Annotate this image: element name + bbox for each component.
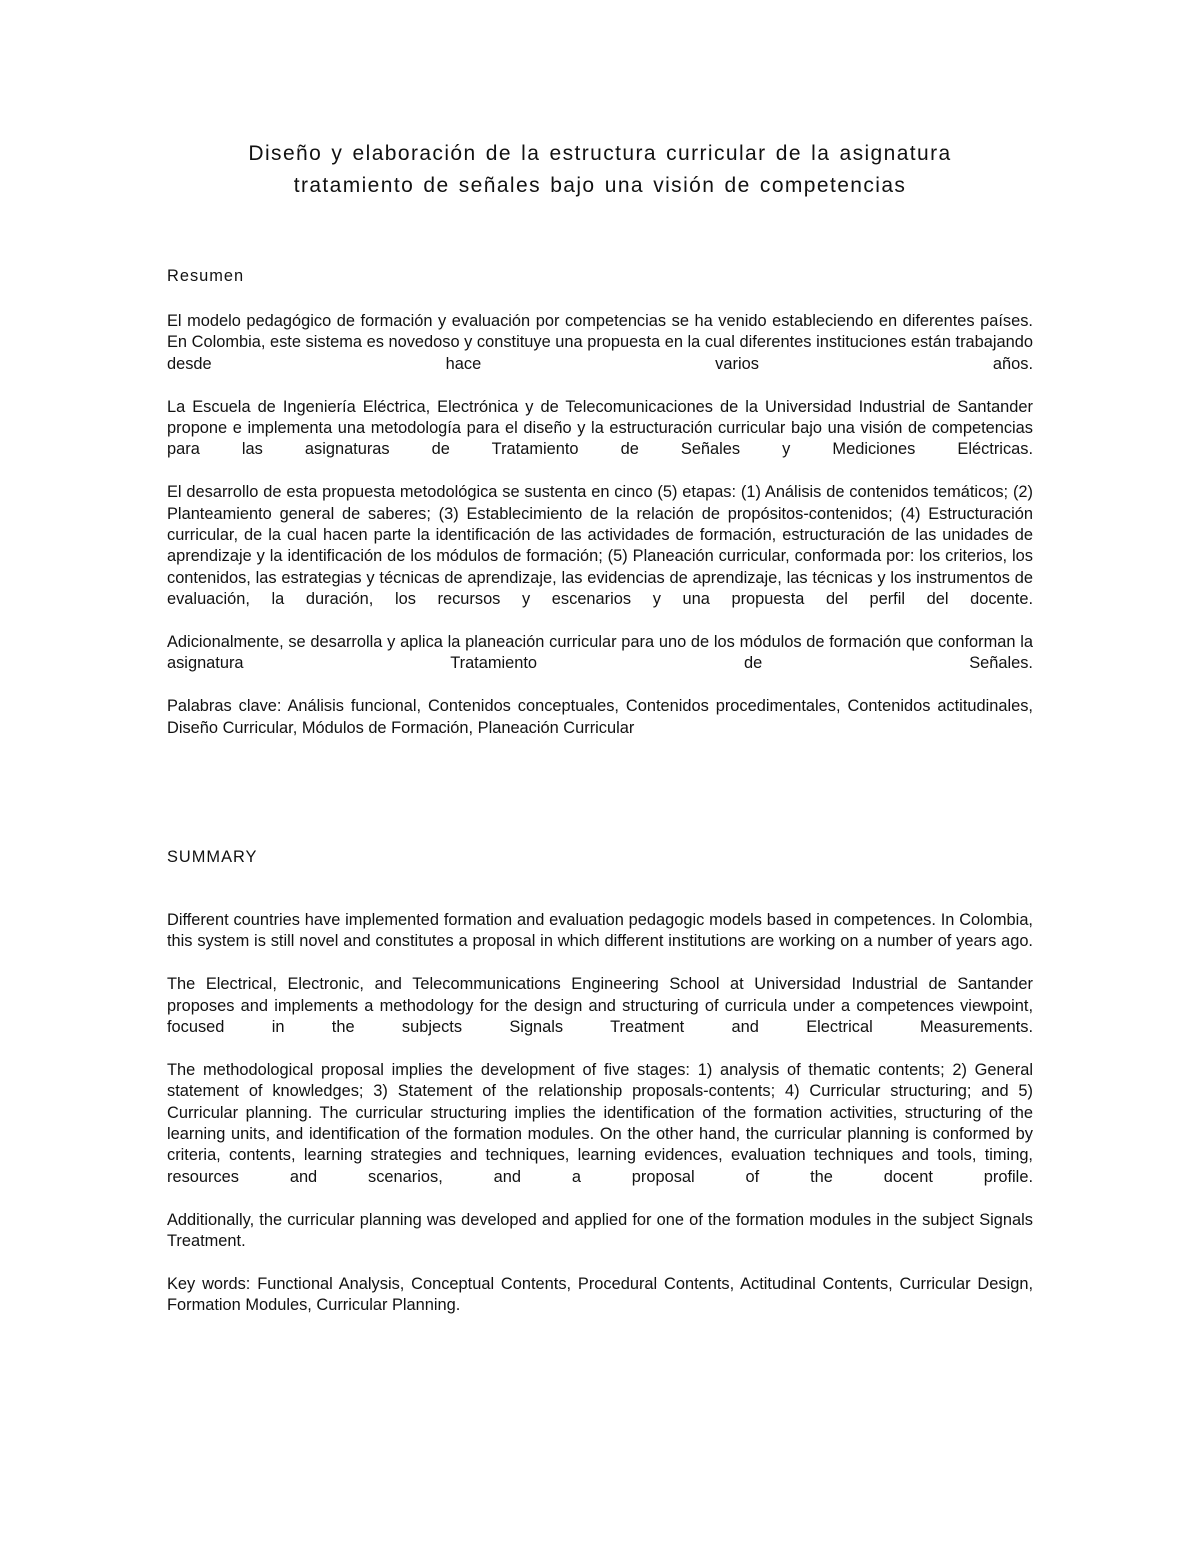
resumen-paragraph-2: La Escuela de Ingeniería Eléctrica, Electrónica y de Telecomunicaciones de la Universidad Industrial de Santander propone e implementa una metodología para el diseño y la estructuración curricular bajo una visión de competencias para las asignaturas de Tratamiento de Señales y Mediciones Eléctricas.: [167, 397, 1033, 459]
summary-heading: SUMMARY: [167, 848, 258, 866]
resumen-heading: Resumen: [167, 267, 245, 285]
summary-paragraph-1: Different countries have implemented formation and evaluation pedagogic models based in competences. In Colombia, this system is still novel and constitutes a proposal in which different institutions are working on a number of years ago.: [167, 911, 1033, 951]
document-title: [150, 138, 1050, 202]
resumen-paragraph-3: El desarrollo de esta propuesta metodológica se sustenta en cinco (5) etapas: (1) Análisis de contenidos temáticos; (2) Planteamiento general de saberes; (3) Establecimiento de la relación de propósitos-contenidos; (4) Estructuración curricular, de la cual hacen parte la identificación de las actividades de formación, estructuración de las unidades de aprendizaje y la identificación de los módulos de formación; (5) Planeación curricular, conformada por: los criterios, los contenidos, las estrategias y técnicas de aprendizaje, las evidencias de aprendizaje, las técnicas y los instrumentos de evaluación, la duración, los recursos y escenarios y una propuesta del perfil del docente.: [167, 483, 1033, 609]
summary-paragraph-2: The Electrical, Electronic, and Telecommunications Engineering School at Universidad Industrial de Santander proposes and implements a methodology for the design and structuring of curricula under a competences viewpoint, focused in the subjects Signals Treatment and Electrical Measurements.: [167, 975, 1033, 1037]
summary-paragraph-3: The methodological proposal implies the development of five stages: 1) analysis of thematic contents; 2) General statement of knowledges; 3) Statement of the relationship proposals-contents; 4) Curricular structuring; and 5) Curricular planning. The curricular structuring implies the identification of the formation activities, structuring of the learning units, and identification of the formation modules. On the other hand, the curricular planning is conformed by criteria, contents, learning strategies and techniques, learning evidences, evaluation techniques and tools, timing, resources and scenarios, and a proposal of the docent profile.: [167, 1060, 1033, 1186]
resumen-keywords: Palabras clave: Análisis funcional, Contenidos conceptuales, Contenidos procedimentales, Contenidos actitudinales, Diseño Curricular, Módulos de Formación, Planeación Curricular: [167, 697, 1033, 737]
resumen-section: [167, 311, 1033, 739]
summary-paragraph-4: Additionally, the curricular planning was developed and applied for one of the formation modules in the subject Signals Treatment.: [167, 1210, 1033, 1251]
resumen-paragraph-4: Adicionalmente, se desarrolla y aplica la planeación curricular para uno de los módulos de formación que conforman la asignatura Tratamiento de Señales.: [167, 633, 1033, 673]
title-line-1: Diseño y elaboración de la estructura curricular de la asignatura: [248, 142, 952, 165]
resumen-paragraph-1: El modelo pedagógico de formación y evaluación por competencias se ha venido estableciendo en diferentes países. En Colombia, este sistema es novedoso y constituye una propuesta en la cual diferentes instituciones están trabajando desde hace varios años.: [167, 312, 1033, 373]
summary-keywords: Key words: Functional Analysis, Conceptual Contents, Procedural Contents, Actitudinal Contents, Curricular Design, Formation Modules, Curricular Planning.: [167, 1274, 1033, 1315]
title-line-2: tratamiento de señales bajo una visión de competencias: [293, 174, 907, 197]
summary-section: [167, 910, 1033, 1317]
